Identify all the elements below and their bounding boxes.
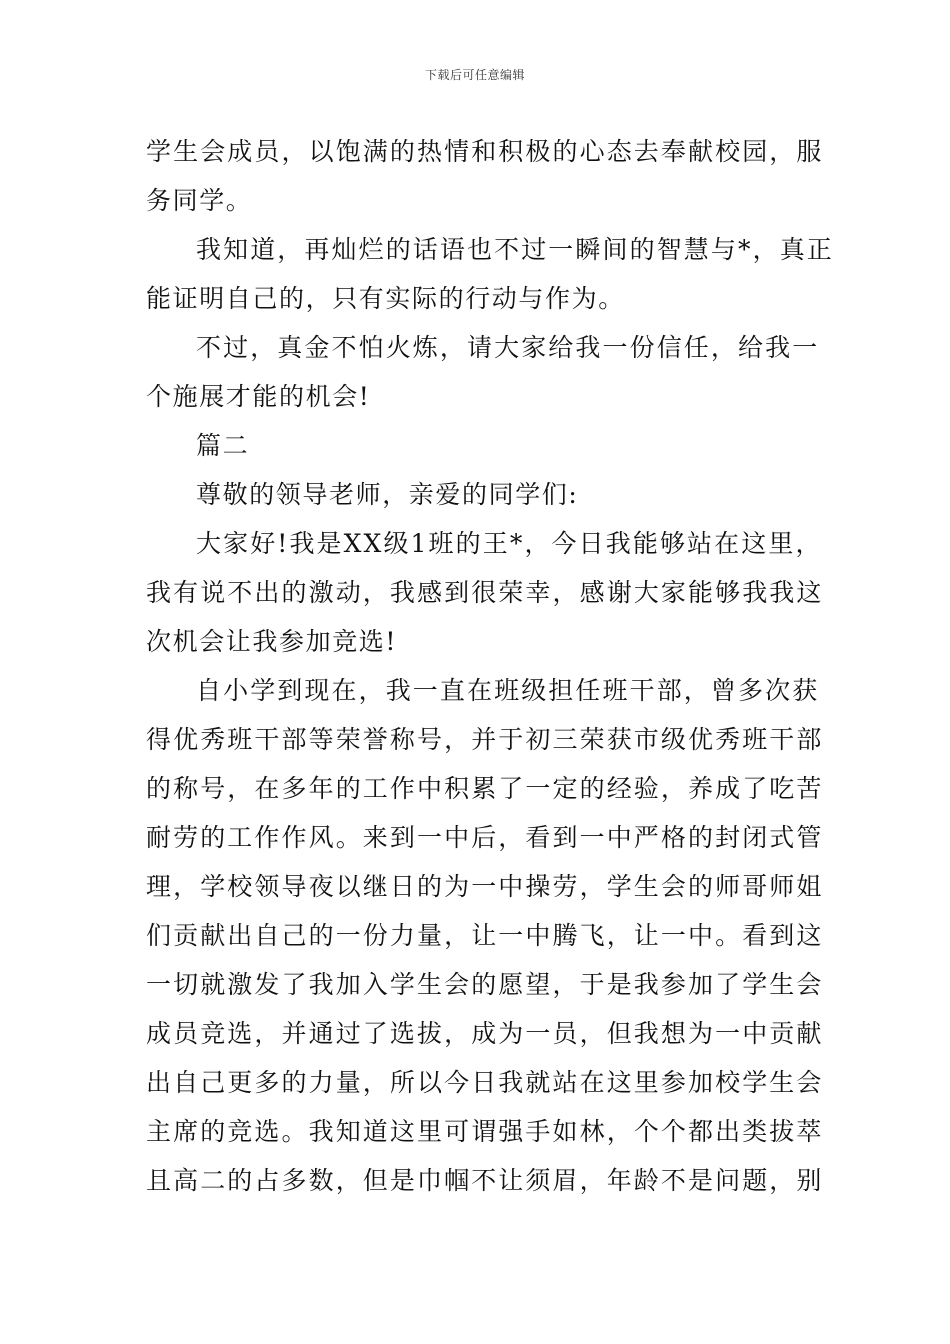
text-line: 成员竞选，并通过了选拔，成为一员，但我想为一中贡献	[146, 1019, 824, 1048]
text-line: 我有说不出的激动，我感到很荣幸，感谢大家能够我我这	[146, 578, 824, 607]
text-line: 们贡献出自己的一份力量，让一中腾飞，让一中。看到这	[146, 921, 824, 950]
text-line: 不过，真金不怕火炼，请大家给我一份信任，给我一	[196, 333, 820, 362]
text-line: 我知道，再灿烂的话语也不过一瞬间的智慧与*，真正	[196, 235, 834, 264]
text-line: 出自己更多的力量，所以今日我就站在这里参加校学生会	[146, 1068, 824, 1097]
text-line: 篇二	[196, 431, 250, 460]
text-line: 自小学到现在，我一直在班级担任班干部，曾多次获	[196, 676, 820, 705]
text-line: 次机会让我参加竞选!	[146, 627, 398, 656]
document-body	[146, 127, 834, 1205]
text-line: 务同学。	[146, 186, 253, 215]
text-line: 个施展才能的机会!	[146, 382, 371, 411]
text-line: 尊敬的领导老师，亲爱的同学们:	[196, 480, 579, 509]
text-line: 耐劳的工作作风。来到一中后，看到一中严格的封闭式管	[146, 823, 824, 852]
text-line: 得优秀班干部等荣誉称号，并于初三荣获市级优秀班干部	[146, 725, 824, 754]
page-header: 下载后可任意编辑	[424, 68, 525, 82]
text-line: 大家好!我是XX级1班的王*，今日我能够站在这里，	[196, 529, 823, 558]
text-line: 主席的竞选。我知道这里可谓强手如林，个个都出类拔萃	[146, 1117, 824, 1146]
text-line: 一切就激发了我加入学生会的愿望，于是我参加了学生会	[146, 970, 824, 999]
text-line: 的称号，在多年的工作中积累了一定的经验，养成了吃苦	[146, 774, 824, 803]
text-line: 理，学校领导夜以继日的为一中操劳，学生会的师哥师姐	[146, 872, 824, 901]
text-line: 学生会成员，以饱满的热情和积极的心态去奉献校园，服	[146, 137, 824, 166]
text-line: 且高二的占多数，但是巾帼不让须眉，年龄不是问题，别	[146, 1166, 824, 1195]
text-line: 能证明自己的，只有实际的行动与作为。	[146, 284, 625, 313]
